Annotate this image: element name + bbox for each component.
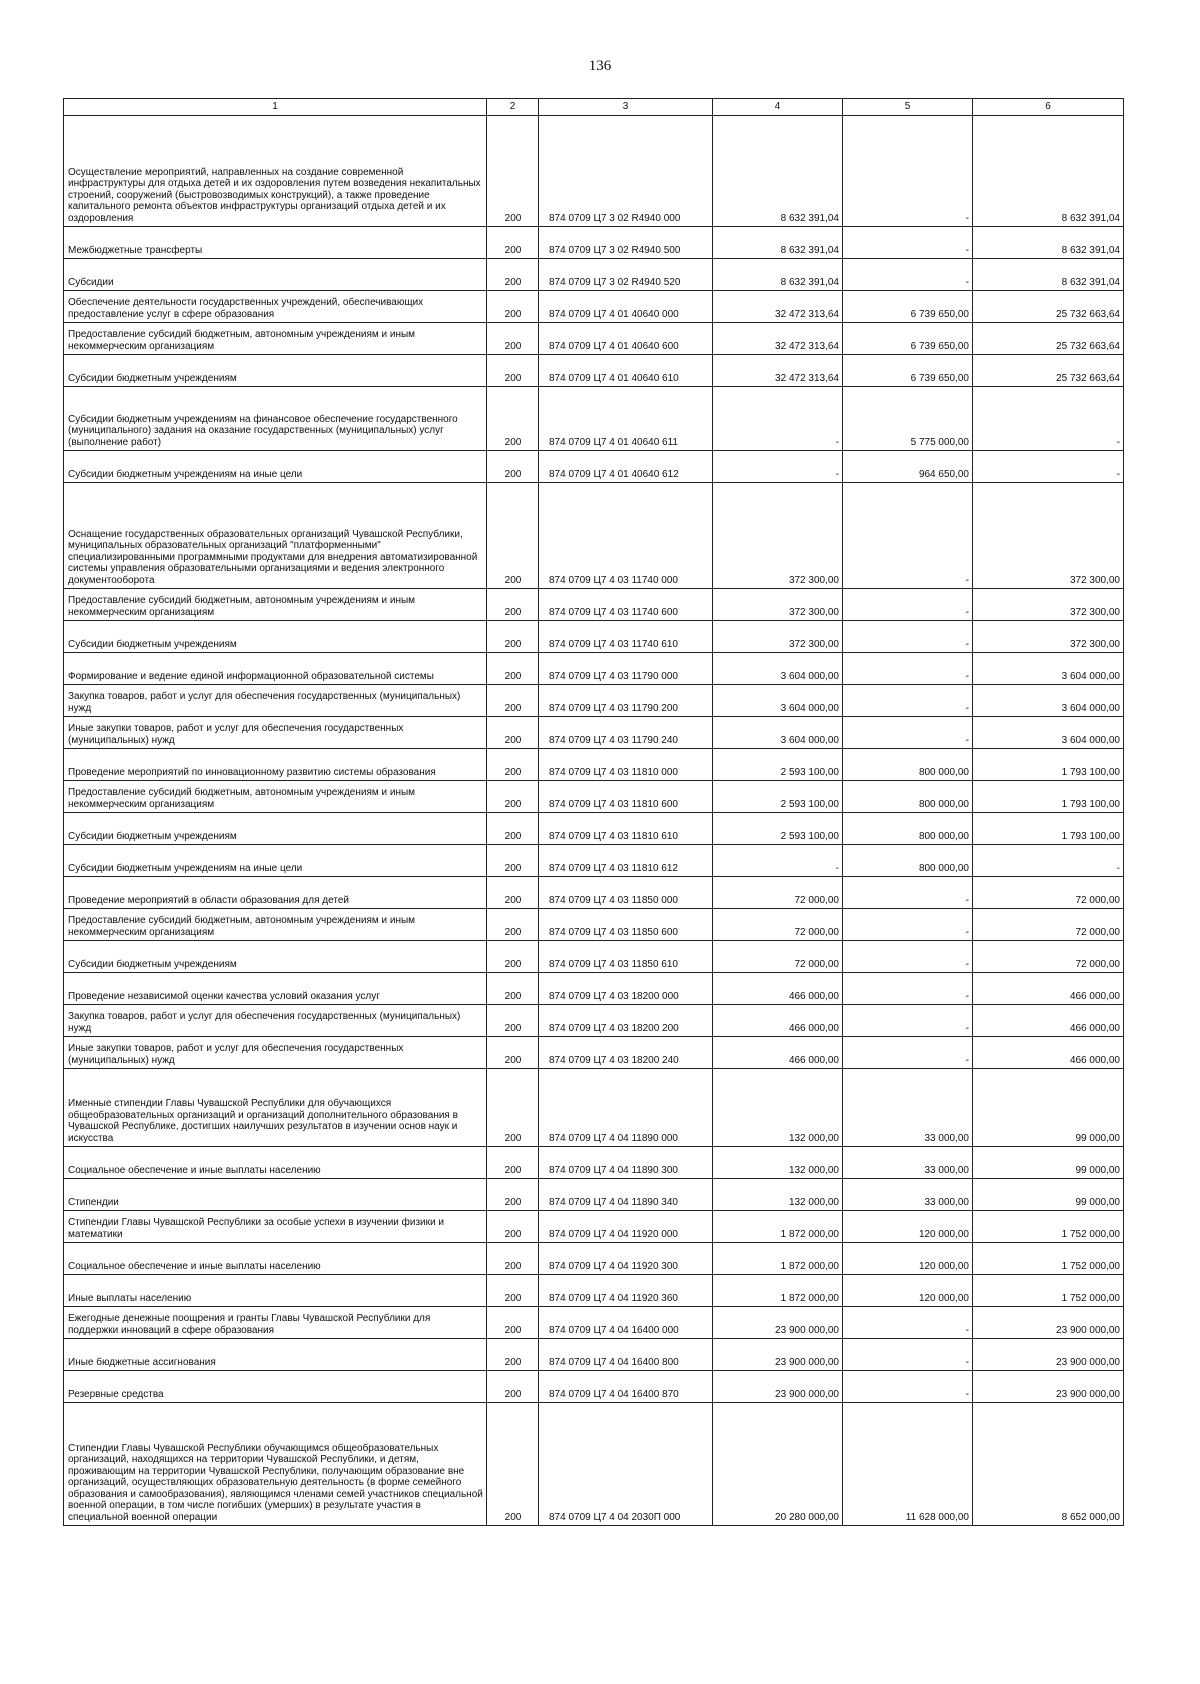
- description-cell: Субсидии: [64, 259, 487, 291]
- table-body: [64, 116, 1124, 1526]
- change-amount-cell: 6 739 650,00: [843, 291, 973, 323]
- table-row: [64, 589, 1124, 621]
- description-cell: Проведение мероприятий в области образования для детей: [64, 877, 487, 909]
- code-cell: 200: [487, 323, 539, 355]
- change-amount-cell: 11 628 000,00: [843, 1403, 973, 1526]
- amount-cell: 32 472 313,64: [713, 323, 843, 355]
- amount-cell: 72 000,00: [713, 941, 843, 973]
- description-cell: Иные выплаты населению: [64, 1275, 487, 1307]
- table-row: [64, 1179, 1124, 1211]
- table-row: [64, 1211, 1124, 1243]
- description-cell: Проведение независимой оценки качества условий оказания услуг: [64, 973, 487, 1005]
- code-cell: 200: [487, 1069, 539, 1147]
- code-cell: 200: [487, 227, 539, 259]
- total-amount-cell: 72 000,00: [973, 909, 1124, 941]
- classification-code-cell: 874 0709 Ц7 4 03 11790 200: [539, 685, 713, 717]
- amount-cell: 72 000,00: [713, 909, 843, 941]
- classification-code-cell: 874 0709 Ц7 4 03 11850 610: [539, 941, 713, 973]
- code-cell: 200: [487, 717, 539, 749]
- classification-code-cell: 874 0709 Ц7 4 01 40640 000: [539, 291, 713, 323]
- description-cell: Субсидии бюджетным учреждениям на иные цели: [64, 451, 487, 483]
- amount-cell: 466 000,00: [713, 1005, 843, 1037]
- amount-cell: 1 872 000,00: [713, 1211, 843, 1243]
- code-cell: 200: [487, 1307, 539, 1339]
- change-amount-cell: 800 000,00: [843, 813, 973, 845]
- code-cell: 200: [487, 1243, 539, 1275]
- total-amount-cell: 23 900 000,00: [973, 1307, 1124, 1339]
- description-cell: Субсидии бюджетным учреждениям на иные цели: [64, 845, 487, 877]
- description-cell: Осуществление мероприятий, направленных на создание современной инфраструктуры для отдыха детей и их оздоровления путем возведения некапитальных строений, сооружений (быстровозводимых конструкций), а также проведение капитального ремонта объектов инфраструктуры организаций отдыха детей и их оздоровления: [64, 116, 487, 227]
- amount-cell: -: [713, 451, 843, 483]
- total-amount-cell: 466 000,00: [973, 973, 1124, 1005]
- total-amount-cell: 8 652 000,00: [973, 1403, 1124, 1526]
- classification-code-cell: 874 0709 Ц7 4 01 40640 612: [539, 451, 713, 483]
- change-amount-cell: -: [843, 717, 973, 749]
- code-cell: 200: [487, 259, 539, 291]
- total-amount-cell: 8 632 391,04: [973, 116, 1124, 227]
- change-amount-cell: 800 000,00: [843, 749, 973, 781]
- description-cell: Предоставление субсидий бюджетным, автономным учреждениям и иным некоммерческим организациям: [64, 323, 487, 355]
- total-amount-cell: 25 732 663,64: [973, 323, 1124, 355]
- classification-code-cell: 874 0709 Ц7 4 04 11890 000: [539, 1069, 713, 1147]
- code-cell: 200: [487, 1339, 539, 1371]
- code-cell: 200: [487, 781, 539, 813]
- table-row: [64, 653, 1124, 685]
- change-amount-cell: 6 739 650,00: [843, 323, 973, 355]
- code-cell: 200: [487, 941, 539, 973]
- change-amount-cell: 6 739 650,00: [843, 355, 973, 387]
- classification-code-cell: 874 0709 Ц7 3 02 R4940 000: [539, 116, 713, 227]
- table-row: [64, 845, 1124, 877]
- amount-cell: 3 604 000,00: [713, 685, 843, 717]
- total-amount-cell: 3 604 000,00: [973, 653, 1124, 685]
- table-row: [64, 781, 1124, 813]
- change-amount-cell: -: [843, 653, 973, 685]
- header-cell: 3: [539, 99, 713, 116]
- change-amount-cell: -: [843, 973, 973, 1005]
- table-row: [64, 483, 1124, 589]
- table-row: [64, 451, 1124, 483]
- total-amount-cell: 8 632 391,04: [973, 259, 1124, 291]
- code-cell: 200: [487, 1005, 539, 1037]
- table-row: [64, 877, 1124, 909]
- classification-code-cell: 874 0709 Ц7 3 02 R4940 520: [539, 259, 713, 291]
- code-cell: 200: [487, 813, 539, 845]
- total-amount-cell: -: [973, 387, 1124, 451]
- amount-cell: 466 000,00: [713, 1037, 843, 1069]
- classification-code-cell: 874 0709 Ц7 3 02 R4940 500: [539, 227, 713, 259]
- total-amount-cell: 466 000,00: [973, 1005, 1124, 1037]
- total-amount-cell: 99 000,00: [973, 1147, 1124, 1179]
- total-amount-cell: 25 732 663,64: [973, 291, 1124, 323]
- amount-cell: 1 872 000,00: [713, 1275, 843, 1307]
- change-amount-cell: -: [843, 1371, 973, 1403]
- classification-code-cell: 874 0709 Ц7 4 04 11920 300: [539, 1243, 713, 1275]
- total-amount-cell: 1 793 100,00: [973, 749, 1124, 781]
- change-amount-cell: -: [843, 941, 973, 973]
- amount-cell: 72 000,00: [713, 877, 843, 909]
- total-amount-cell: 1 793 100,00: [973, 781, 1124, 813]
- classification-code-cell: 874 0709 Ц7 4 04 11890 340: [539, 1179, 713, 1211]
- total-amount-cell: 1 752 000,00: [973, 1275, 1124, 1307]
- table-row: [64, 355, 1124, 387]
- code-cell: 200: [487, 387, 539, 451]
- description-cell: Субсидии бюджетным учреждениям на финансовое обеспечение государственного (муниципального) задания на оказание государственных (муниципальных) услуг (выполнение работ): [64, 387, 487, 451]
- amount-cell: -: [713, 845, 843, 877]
- table-row: [64, 1403, 1124, 1526]
- description-cell: Социальное обеспечение и иные выплаты населению: [64, 1243, 487, 1275]
- classification-code-cell: 874 0709 Ц7 4 03 11740 600: [539, 589, 713, 621]
- classification-code-cell: 874 0709 Ц7 4 03 11810 610: [539, 813, 713, 845]
- change-amount-cell: -: [843, 877, 973, 909]
- table-row: [64, 1371, 1124, 1403]
- amount-cell: 32 472 313,64: [713, 355, 843, 387]
- classification-code-cell: 874 0709 Ц7 4 03 11850 000: [539, 877, 713, 909]
- total-amount-cell: 72 000,00: [973, 941, 1124, 973]
- code-cell: 200: [487, 116, 539, 227]
- code-cell: 200: [487, 355, 539, 387]
- total-amount-cell: 1 752 000,00: [973, 1243, 1124, 1275]
- amount-cell: 132 000,00: [713, 1069, 843, 1147]
- code-cell: 200: [487, 589, 539, 621]
- classification-code-cell: 874 0709 Ц7 4 04 11920 000: [539, 1211, 713, 1243]
- table-row: [64, 1005, 1124, 1037]
- classification-code-cell: 874 0709 Ц7 4 01 40640 611: [539, 387, 713, 451]
- description-cell: Социальное обеспечение и иные выплаты населению: [64, 1147, 487, 1179]
- total-amount-cell: 23 900 000,00: [973, 1339, 1124, 1371]
- change-amount-cell: 120 000,00: [843, 1211, 973, 1243]
- total-amount-cell: 1 752 000,00: [973, 1211, 1124, 1243]
- code-cell: 200: [487, 1037, 539, 1069]
- header-cell: 4: [713, 99, 843, 116]
- header-cell: 2: [487, 99, 539, 116]
- change-amount-cell: -: [843, 685, 973, 717]
- total-amount-cell: 1 793 100,00: [973, 813, 1124, 845]
- description-cell: Именные стипендии Главы Чувашской Республики для обучающихся общеобразовательных организаций и организаций дополнительного образования в Чувашской Республике, достигших наилучших результатов в изучении основ наук и искусства: [64, 1069, 487, 1147]
- change-amount-cell: -: [843, 589, 973, 621]
- classification-code-cell: 874 0709 Ц7 4 03 11740 000: [539, 483, 713, 589]
- total-amount-cell: 72 000,00: [973, 877, 1124, 909]
- description-cell: Иные бюджетные ассигнования: [64, 1339, 487, 1371]
- code-cell: 200: [487, 685, 539, 717]
- table-row: [64, 116, 1124, 227]
- header-row: [64, 99, 1124, 116]
- amount-cell: 1 872 000,00: [713, 1243, 843, 1275]
- code-cell: 200: [487, 1211, 539, 1243]
- code-cell: 200: [487, 877, 539, 909]
- table-row: [64, 1037, 1124, 1069]
- change-amount-cell: 33 000,00: [843, 1069, 973, 1147]
- description-cell: Обеспечение деятельности государственных учреждений, обеспечивающих предоставление услуг в сфере образования: [64, 291, 487, 323]
- amount-cell: 23 900 000,00: [713, 1307, 843, 1339]
- classification-code-cell: 874 0709 Ц7 4 03 18200 240: [539, 1037, 713, 1069]
- table-row: [64, 1243, 1124, 1275]
- amount-cell: 2 593 100,00: [713, 781, 843, 813]
- change-amount-cell: -: [843, 621, 973, 653]
- change-amount-cell: -: [843, 1005, 973, 1037]
- change-amount-cell: 120 000,00: [843, 1275, 973, 1307]
- description-cell: Оснащение государственных образовательных организаций Чувашской Республики, муниципальных образовательных организаций "платформенными" специализированными программными продуктами для внедрения автоматизированной системы управления образовательными организациями и ведения электронного документооборота: [64, 483, 487, 589]
- change-amount-cell: -: [843, 259, 973, 291]
- total-amount-cell: 8 632 391,04: [973, 227, 1124, 259]
- table-row: [64, 227, 1124, 259]
- amount-cell: 8 632 391,04: [713, 259, 843, 291]
- table-row: [64, 323, 1124, 355]
- table-row: [64, 1275, 1124, 1307]
- change-amount-cell: -: [843, 909, 973, 941]
- amount-cell: 20 280 000,00: [713, 1403, 843, 1526]
- amount-cell: 8 632 391,04: [713, 227, 843, 259]
- classification-code-cell: 874 0709 Ц7 4 03 18200 000: [539, 973, 713, 1005]
- table-row: [64, 1069, 1124, 1147]
- code-cell: 200: [487, 1179, 539, 1211]
- classification-code-cell: 874 0709 Ц7 4 03 11790 000: [539, 653, 713, 685]
- amount-cell: 8 632 391,04: [713, 116, 843, 227]
- amount-cell: 23 900 000,00: [713, 1339, 843, 1371]
- amount-cell: 132 000,00: [713, 1147, 843, 1179]
- description-cell: Закупка товаров, работ и услуг для обеспечения государственных (муниципальных) нужд: [64, 1005, 487, 1037]
- change-amount-cell: 964 650,00: [843, 451, 973, 483]
- description-cell: Субсидии бюджетным учреждениям: [64, 941, 487, 973]
- code-cell: 200: [487, 451, 539, 483]
- change-amount-cell: 800 000,00: [843, 781, 973, 813]
- change-amount-cell: -: [843, 1037, 973, 1069]
- change-amount-cell: -: [843, 116, 973, 227]
- description-cell: Субсидии бюджетным учреждениям: [64, 355, 487, 387]
- description-cell: Стипендии Главы Чувашской Республики обучающимся общеобразовательных организаций, находящихся на территории Чувашской Республики, и детям, проживающим на территории Чувашской Республики, получающим образование вне организаций, осуществляющих образовательную деятельность (в форме семейного образования и самообразования), являющимся членами семей участников специальной военной операции, в том числе погибших (умерших) в результате участия в специальной военной операции: [64, 1403, 487, 1526]
- change-amount-cell: -: [843, 1307, 973, 1339]
- description-cell: Проведение мероприятий по инновационному развитию системы образования: [64, 749, 487, 781]
- amount-cell: 132 000,00: [713, 1179, 843, 1211]
- change-amount-cell: 120 000,00: [843, 1243, 973, 1275]
- classification-code-cell: 874 0709 Ц7 4 03 11810 000: [539, 749, 713, 781]
- code-cell: 200: [487, 1371, 539, 1403]
- page-number: 136: [588, 58, 612, 74]
- classification-code-cell: 874 0709 Ц7 4 03 18200 200: [539, 1005, 713, 1037]
- classification-code-cell: 874 0709 Ц7 4 01 40640 600: [539, 323, 713, 355]
- code-cell: 200: [487, 909, 539, 941]
- change-amount-cell: -: [843, 227, 973, 259]
- header-cell: 5: [843, 99, 973, 116]
- classification-code-cell: 874 0709 Ц7 4 04 2030П 000: [539, 1403, 713, 1526]
- amount-cell: 372 300,00: [713, 589, 843, 621]
- amount-cell: 2 593 100,00: [713, 813, 843, 845]
- change-amount-cell: -: [843, 483, 973, 589]
- total-amount-cell: 3 604 000,00: [973, 717, 1124, 749]
- classification-code-cell: 874 0709 Ц7 4 01 40640 610: [539, 355, 713, 387]
- table-row: [64, 259, 1124, 291]
- classification-code-cell: 874 0709 Ц7 4 04 11920 360: [539, 1275, 713, 1307]
- classification-code-cell: 874 0709 Ц7 4 04 16400 000: [539, 1307, 713, 1339]
- table-row: [64, 813, 1124, 845]
- code-cell: 200: [487, 1275, 539, 1307]
- amount-cell: -: [713, 387, 843, 451]
- description-cell: Межбюджетные трансферты: [64, 227, 487, 259]
- classification-code-cell: 874 0709 Ц7 4 04 11890 300: [539, 1147, 713, 1179]
- table-row: [64, 291, 1124, 323]
- table-row: [64, 387, 1124, 451]
- description-cell: Ежегодные денежные поощрения и гранты Главы Чувашской Республики для поддержки инноваций в сфере образования: [64, 1307, 487, 1339]
- change-amount-cell: -: [843, 1339, 973, 1371]
- description-cell: Формирование и ведение единой информационной образовательной системы: [64, 653, 487, 685]
- total-amount-cell: 23 900 000,00: [973, 1371, 1124, 1403]
- description-cell: Предоставление субсидий бюджетным, автономным учреждениям и иным некоммерческим организациям: [64, 909, 487, 941]
- total-amount-cell: 25 732 663,64: [973, 355, 1124, 387]
- code-cell: 200: [487, 845, 539, 877]
- change-amount-cell: 33 000,00: [843, 1179, 973, 1211]
- budget-table: [63, 98, 1124, 1526]
- change-amount-cell: 33 000,00: [843, 1147, 973, 1179]
- classification-code-cell: 874 0709 Ц7 4 03 11740 610: [539, 621, 713, 653]
- code-cell: 200: [487, 1147, 539, 1179]
- description-cell: Закупка товаров, работ и услуг для обеспечения государственных (муниципальных) нужд: [64, 685, 487, 717]
- amount-cell: 372 300,00: [713, 621, 843, 653]
- description-cell: Иные закупки товаров, работ и услуг для обеспечения государственных (муниципальных) нужд: [64, 717, 487, 749]
- classification-code-cell: 874 0709 Ц7 4 03 11790 240: [539, 717, 713, 749]
- total-amount-cell: 99 000,00: [973, 1179, 1124, 1211]
- description-cell: Предоставление субсидий бюджетным, автономным учреждениям и иным некоммерческим организациям: [64, 781, 487, 813]
- code-cell: 200: [487, 973, 539, 1005]
- table-row: [64, 1339, 1124, 1371]
- header-cell: 6: [973, 99, 1124, 116]
- amount-cell: 372 300,00: [713, 483, 843, 589]
- classification-code-cell: 874 0709 Ц7 4 03 11810 600: [539, 781, 713, 813]
- header-cell: 1: [64, 99, 487, 116]
- total-amount-cell: 372 300,00: [973, 589, 1124, 621]
- total-amount-cell: 372 300,00: [973, 483, 1124, 589]
- table-row: [64, 621, 1124, 653]
- code-cell: 200: [487, 621, 539, 653]
- code-cell: 200: [487, 483, 539, 589]
- description-cell: Субсидии бюджетным учреждениям: [64, 621, 487, 653]
- code-cell: 200: [487, 1403, 539, 1526]
- classification-code-cell: 874 0709 Ц7 4 04 16400 870: [539, 1371, 713, 1403]
- classification-code-cell: 874 0709 Ц7 4 03 11810 612: [539, 845, 713, 877]
- description-cell: Субсидии бюджетным учреждениям: [64, 813, 487, 845]
- amount-cell: 2 593 100,00: [713, 749, 843, 781]
- table-row: [64, 941, 1124, 973]
- change-amount-cell: 5 775 000,00: [843, 387, 973, 451]
- table-row: [64, 749, 1124, 781]
- table-row: [64, 1147, 1124, 1179]
- classification-code-cell: 874 0709 Ц7 4 03 11850 600: [539, 909, 713, 941]
- table-row: [64, 973, 1124, 1005]
- table-row: [64, 1307, 1124, 1339]
- amount-cell: 32 472 313,64: [713, 291, 843, 323]
- table-row: [64, 685, 1124, 717]
- description-cell: Иные закупки товаров, работ и услуг для обеспечения государственных (муниципальных) нужд: [64, 1037, 487, 1069]
- total-amount-cell: 372 300,00: [973, 621, 1124, 653]
- total-amount-cell: 3 604 000,00: [973, 685, 1124, 717]
- classification-code-cell: 874 0709 Ц7 4 04 16400 800: [539, 1339, 713, 1371]
- amount-cell: 3 604 000,00: [713, 717, 843, 749]
- total-amount-cell: -: [973, 451, 1124, 483]
- total-amount-cell: -: [973, 845, 1124, 877]
- code-cell: 200: [487, 653, 539, 685]
- table-row: [64, 909, 1124, 941]
- amount-cell: 23 900 000,00: [713, 1371, 843, 1403]
- change-amount-cell: 800 000,00: [843, 845, 973, 877]
- amount-cell: 466 000,00: [713, 973, 843, 1005]
- total-amount-cell: 466 000,00: [973, 1037, 1124, 1069]
- total-amount-cell: 99 000,00: [973, 1069, 1124, 1147]
- code-cell: 200: [487, 291, 539, 323]
- description-cell: Стипендии: [64, 1179, 487, 1211]
- description-cell: Стипендии Главы Чувашской Республики за особые успехи в изучении физики и математики: [64, 1211, 487, 1243]
- description-cell: Резервные средства: [64, 1371, 487, 1403]
- code-cell: 200: [487, 749, 539, 781]
- table-row: [64, 717, 1124, 749]
- amount-cell: 3 604 000,00: [713, 653, 843, 685]
- description-cell: Предоставление субсидий бюджетным, автономным учреждениям и иным некоммерческим организациям: [64, 589, 487, 621]
